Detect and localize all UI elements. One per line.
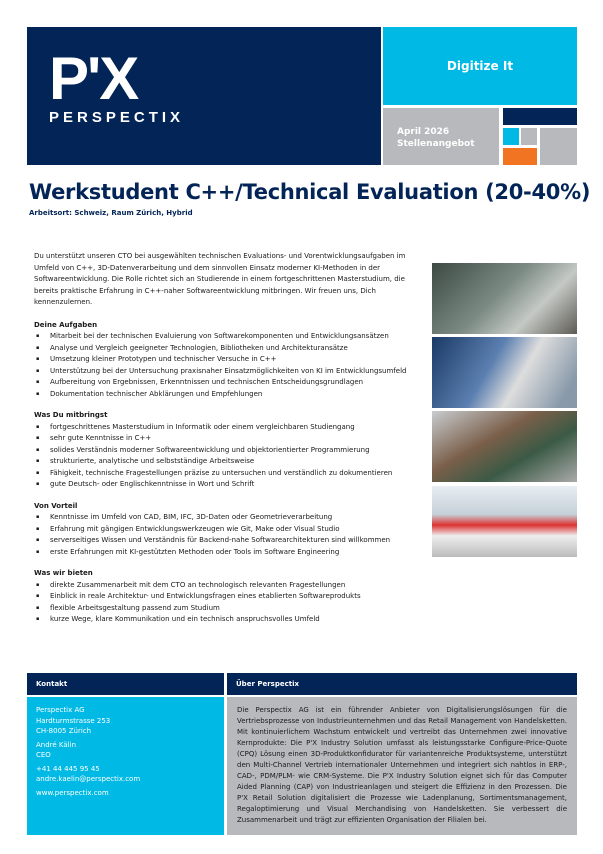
list-item: ▪ erste Erfahrungen mit KI-gestützten Methoden oder Tools im Software Engineering bbox=[34, 547, 419, 559]
list-item: ▪ Kenntnisse im Umfeld von CAD, BIM, IFC, 3D-Daten oder Geometrieverarbeitung bbox=[34, 512, 419, 524]
phone[interactable]: +41 44 445 95 45 bbox=[36, 764, 100, 773]
email-link[interactable]: andre.kaelin@perspectix.com bbox=[36, 775, 141, 783]
about-text: Die Perspectix AG ist ein führender Anbieter von Digitalisierungslösungen für die Vertriebsprozesse von Industrieunternehmen und das Retail Management von Handelsketten. Mit kontinuierlichem Wachstum entwickelt und vertreibt das Unternehmen zwei innovative Kernprodukte: Die P'X Industry Solution umfasst als leistungsstarke Configure-Price-Quote (CPQ) Lösung einen 3D-Produktkonfidurator für variantenreiche Produktsysteme, unterstützt den Multi-Channel Vertrieb internationaler Unternehmen und integriert sich nahtlos in ERP-, CAD-, PDM/PLM- wie CRM-Systeme. Die P'X Industry Solution eignet sich für das Computer Aided Planning (CAP) von Industrieanlagen und steigert die Effizienz in den Prozessen. Die P'X Retail Solution digitalisiert die Prozesse wie Ladenplanung, Sortimentsmanagement, Regaloptimierung und Visual Merchandising von Handelsketten. Sie verbessert die Zusammenarbeit und trägt zur effizienten Organisation der Filialen bei. bbox=[227, 697, 577, 835]
deco-tile bbox=[521, 128, 537, 145]
list-item: ▪ Umsetzung kleiner Prototypen und technischer Versuche in C++ bbox=[34, 354, 419, 366]
list-item: ▪ sehr gute Kenntnisse in C++ bbox=[34, 433, 419, 445]
list-item: ▪ solides Verständnis moderner Softwareentwicklung und objektorientierter Programmierung bbox=[34, 445, 419, 457]
deco-tile bbox=[540, 128, 577, 165]
list-item: ▪ Analyse und Vergleich geeigneter Technologien, Bibliotheken und Architekturansätze bbox=[34, 343, 419, 355]
contact-name: André Kälin bbox=[36, 740, 77, 749]
list-item: ▪ kurze Wege, klare Kommunikation und ein technisch anspruchsvolles Umfeld bbox=[34, 614, 419, 626]
bullet-list bbox=[34, 580, 419, 626]
date: April 2026 bbox=[397, 127, 450, 137]
logo-block bbox=[27, 27, 381, 165]
logo-mark: P'X bbox=[49, 45, 138, 112]
city: CH-8005 Zürich bbox=[36, 727, 92, 735]
photo-tablet-use bbox=[432, 411, 577, 482]
bullet-list bbox=[34, 422, 419, 491]
location: Arbeitsort: Schweiz, Raum Zürich, Hybrid bbox=[29, 209, 193, 217]
company: Perspectix AG bbox=[36, 706, 85, 714]
bullet-list bbox=[34, 331, 419, 400]
doc-type: Stellenangebot bbox=[397, 139, 475, 149]
list-item: ▪ fortgeschrittenes Masterstudium in Informatik oder einem vergleichbaren Studiengang bbox=[34, 422, 419, 434]
section-heading: Von Vorteil bbox=[34, 501, 78, 510]
deco-tile bbox=[503, 108, 577, 125]
list-item: ▪ direkte Zusammenarbeit mit dem CTO an technologisch relevanten Fragestellungen bbox=[34, 580, 419, 592]
list-item: ▪ strukturierte, analytische und selbstständige Arbeitsweise bbox=[34, 456, 419, 468]
list-item: ▪ Fähigkeit, technische Fragestellungen präzise zu untersuchen und verständlich zu dokumentieren bbox=[34, 468, 419, 480]
bullet-list bbox=[34, 512, 419, 558]
photo-3d-configurator bbox=[432, 337, 577, 408]
deco-tile bbox=[503, 148, 537, 165]
contact-role: CEO bbox=[36, 751, 51, 759]
contact-heading: Kontakt bbox=[27, 673, 224, 695]
list-item: ▪ Dokumentation technischer Abklärungen und Empfehlungen bbox=[34, 389, 419, 401]
section-heading: Was Du mitbringst bbox=[34, 411, 108, 419]
list-item: ▪ serverseitiges Wissen und Verständnis für Backend-nahe Softwarearchitekturen sind willkommen bbox=[34, 535, 419, 547]
list-item: ▪ Einblick in reale Architektur- und Entwicklungsfragen eines etablierten Softwareprodukts bbox=[34, 591, 419, 603]
street: Hardturmstrasse 253 bbox=[36, 716, 111, 725]
about-heading: Über Perspectix bbox=[227, 673, 577, 695]
date-block bbox=[383, 108, 499, 165]
list-item: ▪ Aufbereitung von Ergebnissen, Erkenntnissen und technischen Entscheidungsgrundlagen bbox=[34, 377, 419, 389]
section-heading: Deine Aufgaben bbox=[34, 320, 98, 329]
website-link[interactable]: www.perspectix.com bbox=[36, 788, 109, 797]
list-item: ▪ flexible Arbeitsgestaltung passend zum Studium bbox=[34, 603, 419, 615]
contact-box bbox=[27, 697, 224, 835]
intro: Du unterstützt unseren CTO bei ausgewählten technischen Evaluations- und Vorentwicklungsaufgaben im Umfeld von C++, 3D-Datenverarbeitung und dem sinnvollen Einsatz moderner KI-Methoden in der Softwareentwicklung. Die Rolle richtet sich an Studierende in einem fortgeschrittenen Masterstudium, die bereits praktische Erfahrung in C++-naher Softwareentwicklung mitbringen. Wir freuen uns, Dich kennenzulernen. bbox=[34, 252, 406, 306]
deco-tile bbox=[503, 128, 519, 145]
list-item: ▪ Erfahrung mit gängigen Entwicklungswerkzeugen wie Git, Make oder Visual Studio bbox=[34, 524, 419, 536]
tagline: Digitize It bbox=[383, 27, 577, 105]
job-description bbox=[34, 251, 419, 626]
logo-text: PERSPECTIX bbox=[49, 109, 185, 126]
photo-software-screenshot bbox=[432, 486, 577, 557]
page-title: Werkstudent C++/Technical Evaluation (20-40%) bbox=[29, 180, 591, 204]
photo-team-whiteboard bbox=[432, 263, 577, 334]
list-item: ▪ Unterstützung bei der Untersuchung praxisnaher Einsatzmöglichkeiten von KI im Entwicklungsumfeld bbox=[34, 366, 419, 378]
list-item: ▪ gute Deutsch- oder Englischkenntnisse in Wort und Schrift bbox=[34, 479, 419, 491]
list-item: ▪ Mitarbeit bei der technischen Evaluierung von Softwarekomponenten und Entwicklungsansätzen bbox=[34, 331, 419, 343]
section-heading: Was wir bieten bbox=[34, 569, 93, 577]
